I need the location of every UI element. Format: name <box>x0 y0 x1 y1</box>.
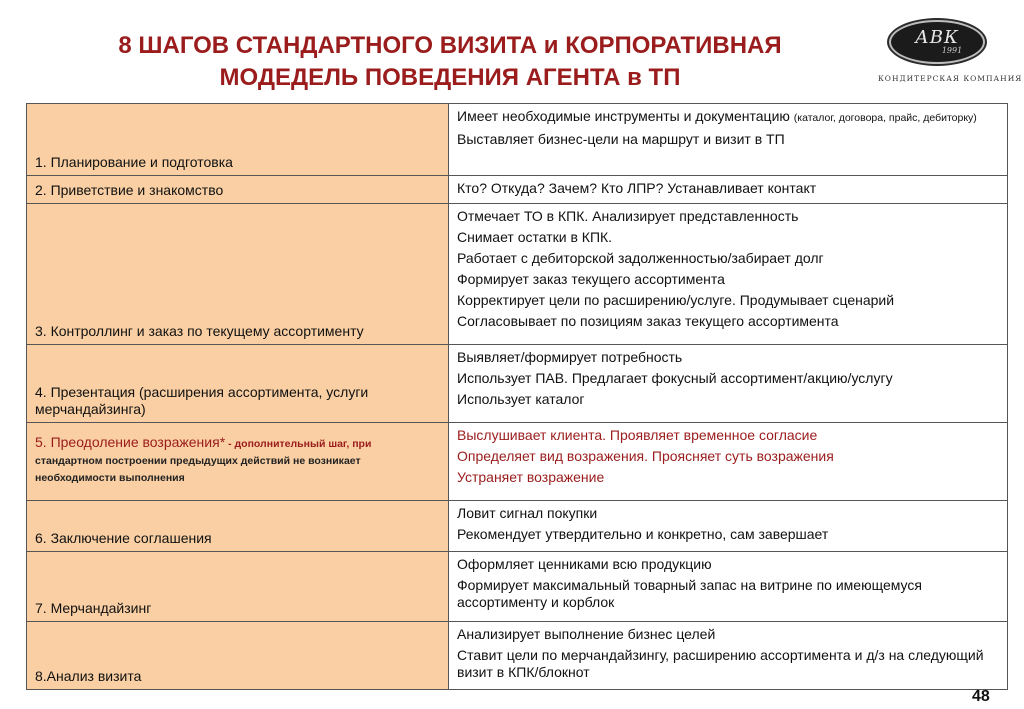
table-row <box>27 345 1008 423</box>
action-item: Определяет вид возражения. Проясняет суть возражения <box>457 448 834 464</box>
title-line-1: 8 ШАГОВ СТАНДАРТНОГО ВИЗИТА и КОРПОРАТИВНАЯ <box>118 32 782 59</box>
action-item: Ловит сигнал покупки <box>457 505 598 521</box>
step-cell <box>27 176 449 204</box>
step-note: - дополнительный шаг, при <box>225 438 372 450</box>
action-text: Имеет необходимые инструменты и документацию <box>457 108 790 124</box>
step-cell <box>27 204 449 345</box>
page-title <box>40 30 860 94</box>
table-row <box>27 501 1008 552</box>
step-label: 2. Приветствие и знакомство <box>35 182 224 198</box>
step-label: 3. Контроллинг и заказ по текущему ассортименту <box>35 323 364 339</box>
action-item: Устраняет возражение <box>457 469 605 485</box>
action-item: Формирует заказ текущего ассортимента <box>457 271 725 287</box>
step-label: 6. Заключение соглашения <box>35 530 212 546</box>
actions-cell <box>449 622 1008 690</box>
action-item <box>457 108 999 127</box>
action-item: Отмечает ТО в КПК. Анализирует представленность <box>457 208 799 224</box>
actions-cell <box>449 176 1008 204</box>
action-item: Использует каталог <box>457 391 585 407</box>
action-item: Формирует максимальный товарный запас на витрине по имеющемуся ассортименту и корблок <box>457 577 922 610</box>
table-row <box>27 552 1008 622</box>
action-item: Оформляет ценниками всю продукцию <box>457 556 712 572</box>
company-logo <box>878 20 1023 83</box>
actions-cell <box>449 423 1008 501</box>
step-label: 5. Преодоление возражения* <box>35 434 226 450</box>
page-number: 48 <box>972 688 990 705</box>
step-label: 4. Презентация (расширения ассортимента, услуги мерчандайзинга) <box>35 384 369 417</box>
action-item: Выявляет/формирует потребность <box>457 349 683 365</box>
actions-cell <box>449 204 1008 345</box>
logo-mark: АВК <box>915 27 959 48</box>
step-cell <box>27 104 449 176</box>
step-note-detail: стандартном построении предыдущих действий не возникает необходимости выполнения <box>35 455 361 484</box>
step-cell <box>27 552 449 622</box>
action-item: Работает с дебиторской задолженностью/забирает долг <box>457 250 824 266</box>
step-label: 8.Анализ визита <box>35 668 142 684</box>
logo-year: 1991 <box>941 46 963 55</box>
action-item: Анализирует выполнение бизнес целей <box>457 626 716 642</box>
action-note: (каталог, договора, прайс, дебиторку) <box>793 112 977 124</box>
action-item: Корректирует цели по расширению/услуге. Продумывает сценарий <box>457 292 895 308</box>
step-cell <box>27 423 449 501</box>
step-cell <box>27 345 449 423</box>
steps-table <box>26 103 1008 690</box>
table-row <box>27 176 1008 204</box>
step-label: 7. Мерчандайзинг <box>35 600 152 616</box>
table-row <box>27 622 1008 690</box>
table-row <box>27 104 1008 176</box>
action-item: Ставит цели по мерчандайзингу, расширению ассортимента и д/з на следующий визит в КПК/блокнот <box>457 647 984 680</box>
action-item: Согласовывает по позициям заказ текущего ассортимента <box>457 313 839 329</box>
step-label: 1. Планирование и подготовка <box>35 154 233 170</box>
table-row <box>27 423 1008 501</box>
step-cell <box>27 622 449 690</box>
action-item: Снимает остатки в КПК. <box>457 229 613 245</box>
actions-cell <box>449 501 1008 552</box>
action-item: Кто? Откуда? Зачем? Кто ЛПР? Устанавливает контакт <box>457 180 817 196</box>
logo-subtitle: КОНДИТЕРСКАЯ КОМПАНИЯ <box>878 74 1023 83</box>
step-cell <box>27 501 449 552</box>
action-item: Выставляет бизнес-цели на маршрут и визит в ТП <box>457 131 785 147</box>
title-line-2: МОДЕДЕЛЬ ПОВЕДЕНИЯ АГЕНТА в ТП <box>219 64 681 91</box>
actions-cell <box>449 552 1008 622</box>
actions-cell <box>449 345 1008 423</box>
action-item: Использует ПАВ. Предлагает фокусный ассортимент/акцию/услугу <box>457 370 893 386</box>
logo-emblem <box>889 20 985 64</box>
action-item: Выслушивает клиента. Проявляет временное согласие <box>457 427 818 443</box>
actions-cell <box>449 104 1008 176</box>
table-row <box>27 204 1008 345</box>
action-item: Рекомендует утвердительно и конкретно, сам завершает <box>457 526 829 542</box>
